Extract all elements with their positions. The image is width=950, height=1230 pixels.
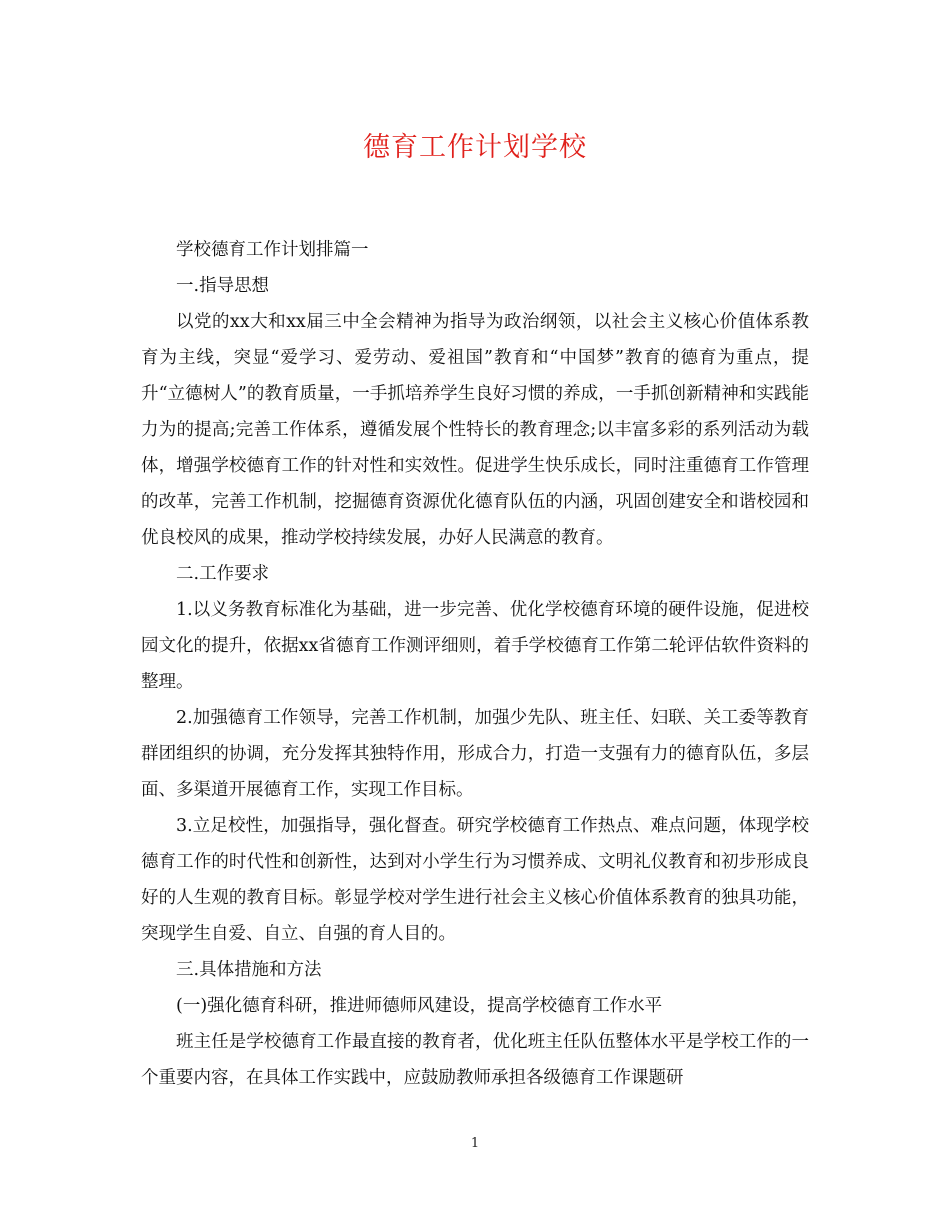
body-paragraph: 班主任是学校德育工作最直接的教育者，优化班主任队伍整体水平是学校工作的一个重要内容，在具体工作实践中，应鼓励教师承担各级德育工作课题研 — [141, 1032, 809, 1088]
subsection-heading: 一.指导思想 — [176, 276, 270, 296]
document-body — [141, 232, 809, 1096]
page-number: 1 — [470, 1136, 480, 1151]
body-paragraph: 3.立足校性，加强指导，强化督查。研究学校德育工作热点、难点问题，体现学校德育工作的时代性和创新性，达到对小学生行为习惯养成、文明礼仪教育和初步形成良好的人生观的教育目标。彰显学校对学生进行社会主义核心价值体系教育的独具功能，突现学生自爱、自立、自强的育人目的。 — [141, 816, 809, 944]
subsection-heading: (一)强化德育科研，推进师德师风建设，提高学校德育工作水平 — [176, 996, 663, 1016]
body-paragraph: 以党的xx大和xx届三中全会精神为指导为政治纲领，以社会主义核心价值体系教育为主线，突显“爱学习、爱劳动、爱祖国”教育和“中国梦”教育的德育为重点，提升“立德树人”的教育质量，一手抓培养学生良好习惯的养成，一手抓创新精神和实践能力为的提高;完善工作体系，遵循发展个性特长的教育理念;以丰富多彩的系列活动为载体，增强学校德育工作的针对性和实效性。促进学生快乐成长，同时注重德育工作管理的改革，完善工作机制，挖掘德育资源优化德育队伍的内涵，巩固创建安全和谐校园和优良校风的成果，推动学校持续发展，办好人民满意的教育。 — [141, 312, 809, 548]
body-paragraph: 1.以义务教育标准化为基础，进一步完善、优化学校德育环境的硬件设施，促进校园文化的提升，依据xx省德育工作测评细则，着手学校德育工作第二轮评估软件资料的整理。 — [141, 600, 809, 692]
subsection-heading: 二.工作要求 — [176, 564, 270, 584]
body-paragraph: 2.加强德育工作领导，完善工作机制，加强少先队、班主任、妇联、关工委等教育群团组织的协调，充分发挥其独特作用，形成合力，打造一支强有力的德育队伍，多层面、多渠道开展德育工作，实现工作目标。 — [141, 708, 809, 800]
section-heading: 学校德育工作计划排篇一 — [176, 240, 369, 260]
subsection-heading: 三.具体措施和方法 — [176, 960, 322, 980]
document-title: 德育工作计划学校 — [363, 132, 587, 163]
